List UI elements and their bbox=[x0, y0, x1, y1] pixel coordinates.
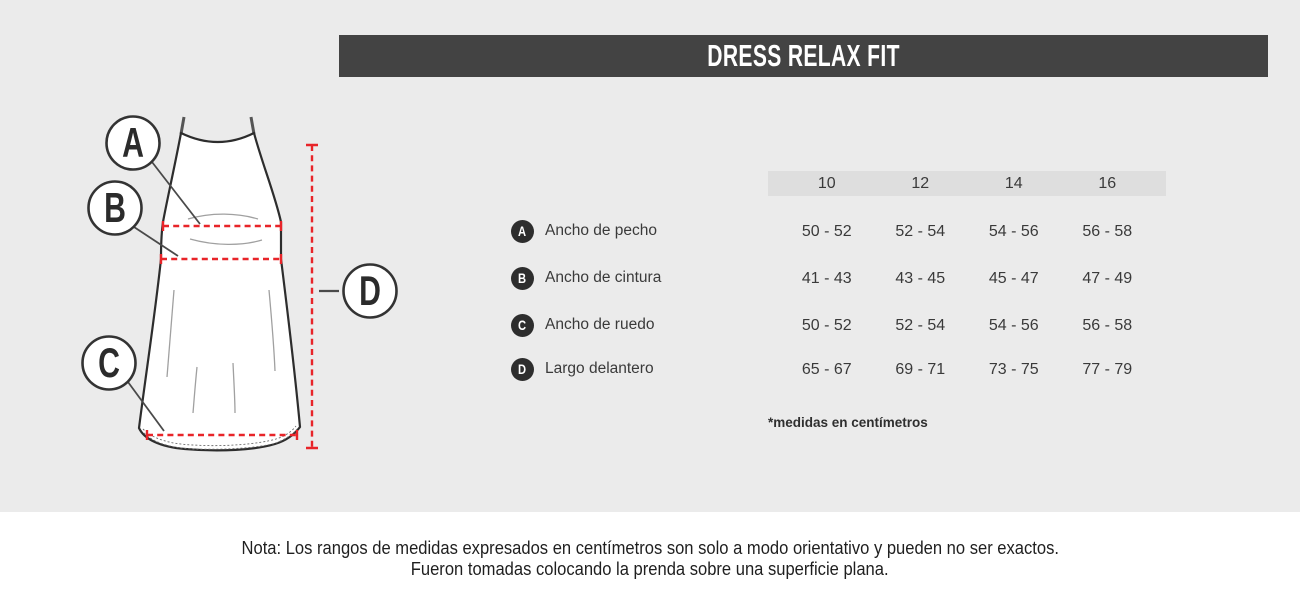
marker-a-letter: A bbox=[122, 119, 144, 167]
badge-b bbox=[511, 267, 534, 290]
value-cell: 65 - 67 bbox=[801, 361, 852, 378]
value-cell: 41 - 43 bbox=[801, 270, 852, 287]
disclaimer-line-2: Fueron tomadas colocando la prenda sobre una superficie plana. bbox=[411, 559, 889, 579]
spec-row-chest bbox=[511, 219, 657, 243]
dress-straps bbox=[181, 117, 254, 134]
disclaimer-line-1: Nota: Los rangos de medidas expresados en centímetros son solo a modo orientativo y pueden no ser exactos. bbox=[241, 538, 1059, 558]
badge-d bbox=[511, 358, 534, 381]
title-bar bbox=[339, 35, 1268, 77]
value-cell: 50 - 52 bbox=[801, 317, 852, 334]
value-cell: 54 - 56 bbox=[988, 317, 1039, 334]
size-col-10: 10 bbox=[817, 174, 836, 192]
badge-c bbox=[511, 314, 534, 337]
table-row-length bbox=[768, 360, 1166, 380]
table-row-hem bbox=[768, 316, 1166, 336]
marker-d-letter: D bbox=[359, 267, 381, 315]
dress-diagram bbox=[60, 95, 440, 495]
spec-label-chest: Ancho de pecho bbox=[545, 222, 658, 239]
badge-d-letter: D bbox=[518, 361, 527, 377]
spec-label-waist: Ancho de cintura bbox=[545, 269, 662, 286]
value-cell: 45 - 47 bbox=[988, 270, 1039, 287]
page-title: DRESS RELAX FIT bbox=[707, 38, 900, 73]
table-row-chest bbox=[768, 222, 1166, 242]
value-cell: 47 - 49 bbox=[1082, 270, 1133, 287]
dress-outline bbox=[139, 133, 300, 450]
badge-b-letter: B bbox=[518, 270, 527, 286]
spec-label-length: Largo delantero bbox=[545, 360, 654, 377]
size-col-16: 16 bbox=[1098, 174, 1117, 192]
units-footnote: *medidas en centímetros bbox=[768, 415, 928, 430]
disclaimer-note bbox=[0, 538, 1300, 580]
size-header-row bbox=[768, 171, 1166, 196]
value-cell: 73 - 75 bbox=[988, 361, 1039, 378]
table-row-waist bbox=[768, 269, 1166, 289]
marker-b-letter: B bbox=[104, 184, 126, 232]
badge-a-letter: A bbox=[518, 223, 527, 239]
value-cell: 43 - 45 bbox=[895, 270, 946, 287]
size-col-12: 12 bbox=[911, 174, 930, 192]
value-cell: 50 - 52 bbox=[801, 223, 852, 240]
value-cell: 77 - 79 bbox=[1082, 361, 1133, 378]
size-col-14: 14 bbox=[1004, 174, 1023, 192]
value-cell: 52 - 54 bbox=[895, 223, 946, 240]
spec-label-hem: Ancho de ruedo bbox=[545, 316, 655, 333]
marker-c-letter: C bbox=[98, 339, 120, 387]
spec-row-waist bbox=[511, 266, 661, 290]
badge-c-letter: C bbox=[518, 317, 527, 333]
value-cell: 69 - 71 bbox=[895, 361, 946, 378]
value-cell: 56 - 58 bbox=[1082, 317, 1133, 334]
value-cell: 56 - 58 bbox=[1082, 223, 1133, 240]
badge-a bbox=[511, 220, 534, 243]
spec-row-length bbox=[511, 357, 654, 381]
value-cell: 54 - 56 bbox=[988, 223, 1039, 240]
value-cell: 52 - 54 bbox=[895, 317, 946, 334]
spec-row-hem bbox=[511, 313, 654, 337]
